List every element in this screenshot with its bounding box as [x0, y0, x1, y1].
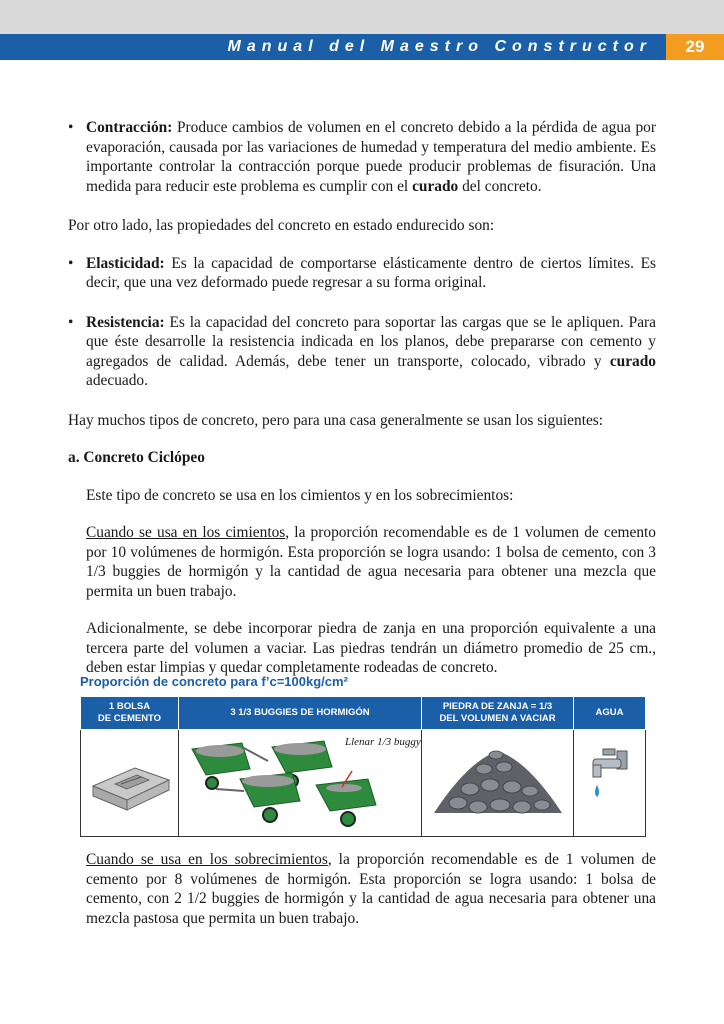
header-title: Manual del Maestro Constructor — [227, 38, 652, 55]
types-intro: Hay muchos tipos de concreto, pero para una casa generalmente se usan los siguientes: — [68, 411, 604, 429]
header-cement: 1 BOLSA DE CEMENTO — [81, 697, 179, 730]
cell-stones — [422, 730, 574, 837]
paragraph-text: , la proporción recomendable es de 1 volumen de cemento por 10 volúmenes de hormigón. Esta proporción se logra usando: 1 bolsa de cemento, con 3 1/3 buggies de hormigón y la cantidad de agua necesaria para obtener una mezcla que permita un buen trabajo. — [86, 524, 657, 600]
bullet-term: Elasticidad: — [86, 254, 165, 272]
underlined-phrase: Cuando se usa en los sobrecimientos — [86, 851, 328, 868]
bullet-text-end: del concreto. — [458, 177, 542, 195]
table-image-row — [81, 730, 646, 837]
header-piedra: PIEDRA DE ZANJA = 1/3 DEL VOLUMEN A VACIAR — [422, 697, 574, 730]
bullet-term: Resistencia: — [86, 313, 165, 331]
bullet-dot: • — [68, 254, 74, 272]
bullet-text-end: adecuado. — [86, 372, 148, 389]
bullet-dot: • — [68, 313, 74, 331]
top-band — [0, 0, 724, 34]
bullet-text: Produce cambios de volumen en el concreto debido a la pérdida de agua por evaporación, causada por las variaciones de humedad y temperatura del medio ambiente. Es importante controlar la contracción porque puede producir problemas de fisuración. Una medida para reducir este problema es cumplir con el — [86, 119, 656, 195]
stone-pile-icon — [428, 741, 568, 821]
section-paragraph-3: Adicionalmente, se debe incorporar piedra de zanja en una proporción equivalente a una tercera parte del volumen a vaciar. Las piedras tendrán un diámetro promedio de 25 cm., deben estar limpias y quedar completamente rodeadas de concreto. — [86, 620, 656, 676]
paragraph-text: , la proporción recomendable es de 1 volumen de cemento por 8 volúmenes de hormigón. Esta proporción se logra usando: 1 bolsa de cemento, con 2 1/2 buggies de hormigón y la cantidad de agua necesaria para obtener una mezcla pastosa que permita un buen trabajo. — [86, 851, 656, 927]
bullet-text: Es la capacidad del concreto para soportar las cargas que se le apliquen. Para que éste desarrolle la resistencia indicada en los planos, debe prepararse con cemento y agregados de calidad. Además, debe tener un transporte, colocado, vibrado y — [86, 313, 656, 370]
bullet-contraccion — [68, 118, 656, 196]
cell-wheelbarrows — [179, 730, 422, 837]
bullet-bold: curado — [412, 177, 459, 195]
bullet-elasticidad — [68, 254, 656, 293]
header-bar — [0, 34, 724, 60]
section-paragraph-1: Este tipo de concreto se usa en los cimientos y en los sobrecimientos: — [86, 486, 514, 504]
section-paragraph-2 — [68, 523, 656, 601]
bullet-dot: • — [68, 119, 74, 136]
section-title: a. Concreto Ciclópeo — [68, 449, 205, 466]
cement-bag-icon — [85, 746, 175, 816]
table-title: Proporción de concreto para f’c=100kg/cm² — [80, 674, 348, 689]
proportion-table — [80, 696, 646, 837]
header-agua: AGUA — [574, 697, 646, 730]
table-header-row — [81, 697, 646, 730]
section-paragraph-4 — [86, 850, 656, 928]
bullet-bold: curado — [609, 352, 656, 370]
bullet-text: Es la capacidad de comportarse elásticamente dentro de ciertos límites. Es decir, que una vez deformado puede regresar a su forma original. — [86, 254, 656, 291]
header-hormigon: 3 1/3 BUGGIES DE HORMIGÓN — [179, 697, 422, 730]
intro-hardened: Por otro lado, las propiedades del concreto en estado endurecido son: — [68, 217, 495, 234]
bullet-resistencia — [68, 313, 656, 391]
fill-note: Llenar 1/3 buggy — [345, 736, 421, 748]
water-faucet-icon — [585, 741, 635, 821]
page-number: 29 — [666, 34, 724, 60]
underlined-phrase: Cuando se usa en los cimientos — [86, 524, 286, 541]
cell-water — [574, 730, 646, 837]
main-content — [68, 118, 656, 696]
bullet-term: Contracción: — [86, 119, 173, 136]
cell-cement — [81, 730, 179, 837]
